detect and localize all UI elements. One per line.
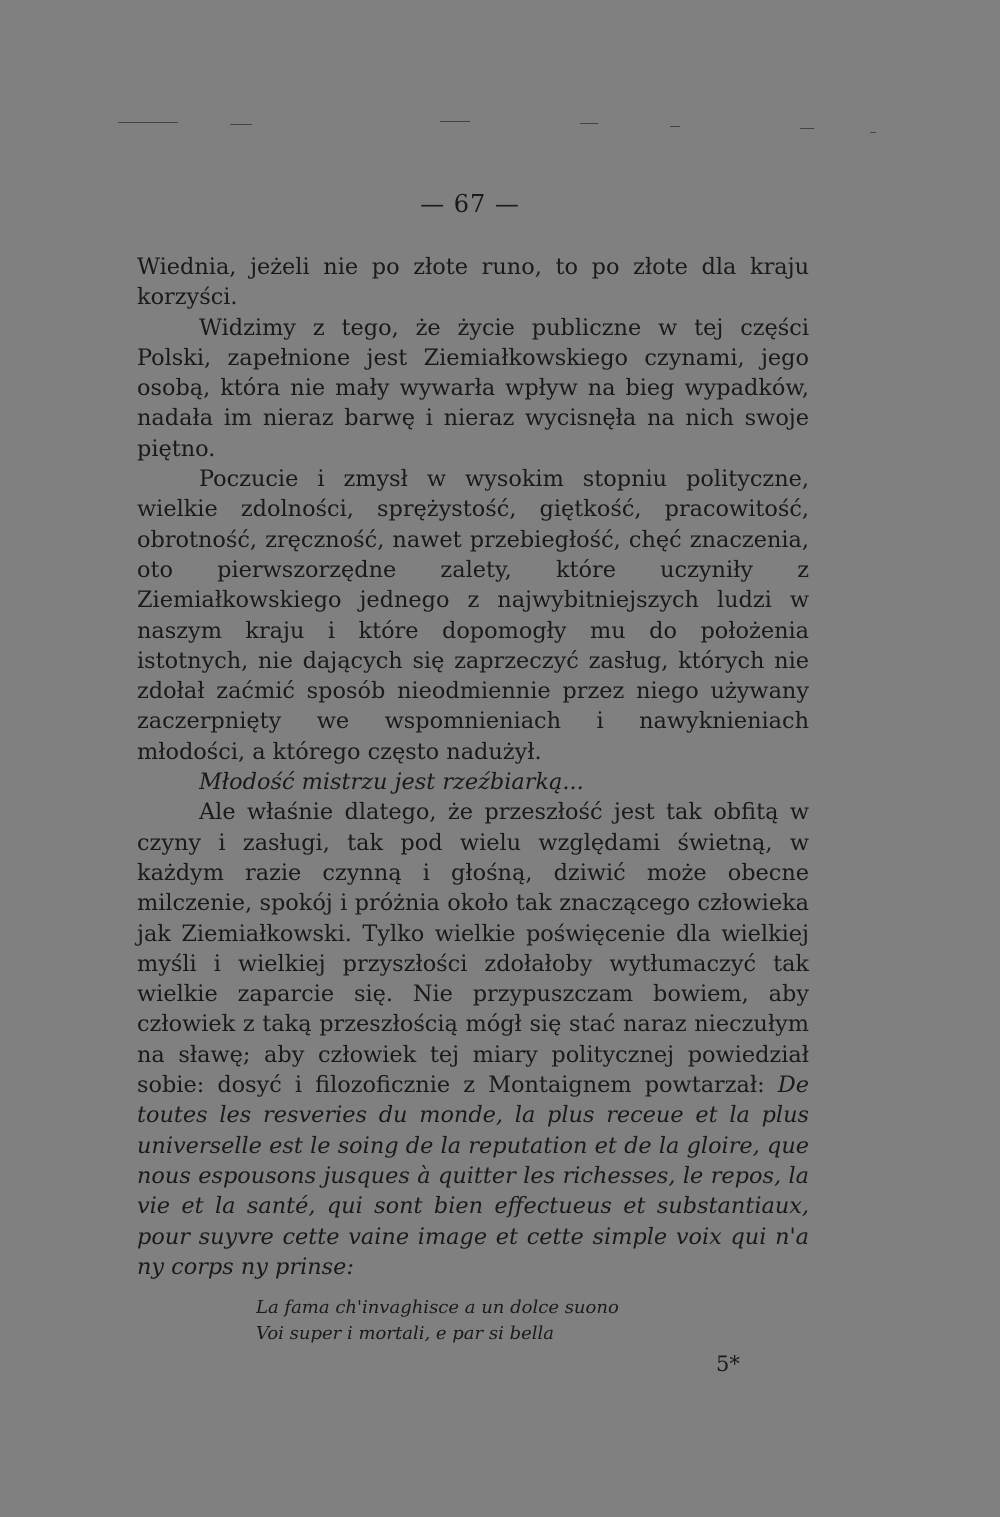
verse-line: La fama ch'invaghisce a un dolce suono xyxy=(256,1297,619,1318)
text-segment: Wiednia, jeżeli nie po złote runo, to po złote dla kraju korzyści. xyxy=(137,254,809,311)
text-segment: Widzimy z tego, że życie publiczne w tej części Polski, zapełnione jest Ziemiałkowskiego czynami, jego osobą, która nie mały wywarła wpływ na bieg wypadków, nadała im nieraz barwę i nieraz wycisnęła na nich swoje piętno. xyxy=(137,314,809,462)
scan-artifacts xyxy=(110,118,900,158)
page-number: — 67 — xyxy=(420,190,520,218)
body-text xyxy=(137,252,809,1282)
text-segment: Poczucie i zmysł w wysokim stopniu polityczne, wielkie zdolności, sprężystość, giętkość, pracowitość, obrotność, zręczność, nawet przebiegłość, chęć znaczenia, oto pierwszorzędne zalety, które uczyniły z Ziemiałkowskiego jednego z najwybitniejszych ludzi w naszym kraju i które dopomogły mu do położenia istotnych, nie dających się zaprzeczyć zasług, których nie zdołał zaćmić sposób nieodmiennie przez niego używany zaczerpnięty we wspomnieniach i nawyknieniach młodości, a którego często nadużył. xyxy=(137,466,809,765)
paragraph xyxy=(137,464,809,767)
italic-text: Młodość mistrzu jest rzeźbiarką... xyxy=(199,769,584,796)
paragraph xyxy=(137,797,809,1282)
verse-quote xyxy=(256,1295,619,1347)
paragraph xyxy=(137,313,809,464)
paragraph xyxy=(137,252,809,313)
signature-mark: 5* xyxy=(716,1352,740,1376)
verse-line: Voi super i mortali, e par si bella xyxy=(256,1323,554,1344)
paragraph xyxy=(137,767,809,797)
italic-text: De toutes les resveries du monde, la plus receue et la plus universelle est le soing de la reputation et de la gloire, que nous espousons jusques à quitter les richesses, le repos, la vie et la santé, qui sont bien effectueus et substantiaux, pour suyvre cette vaine image et cette simple voix qui n'a ny corps ny prinse: xyxy=(137,1072,809,1280)
text-segment: Ale właśnie dlatego, że przeszłość jest tak obfitą w czyny i zasługi, tak pod wielu względami świetną, w każdym razie czynną i głośną, dziwić może obecne milczenie, spokój i próżnia około tak znaczącego człowieka jak Ziemiałkowski. Tylko wielkie poświęcenie dla wielkiej myśli i wielkiej przyszłości zdołałoby wytłumaczyć tak wielkie zaparcie się. Nie przypuszczam bowiem, aby człowiek z taką przeszłością mógł się stać naraz nieczułym na sławę; aby człowiek tej miary politycznej powiedział sobie: dosyć i filozoficznie z Montaignem powtarzał: xyxy=(137,799,809,1099)
